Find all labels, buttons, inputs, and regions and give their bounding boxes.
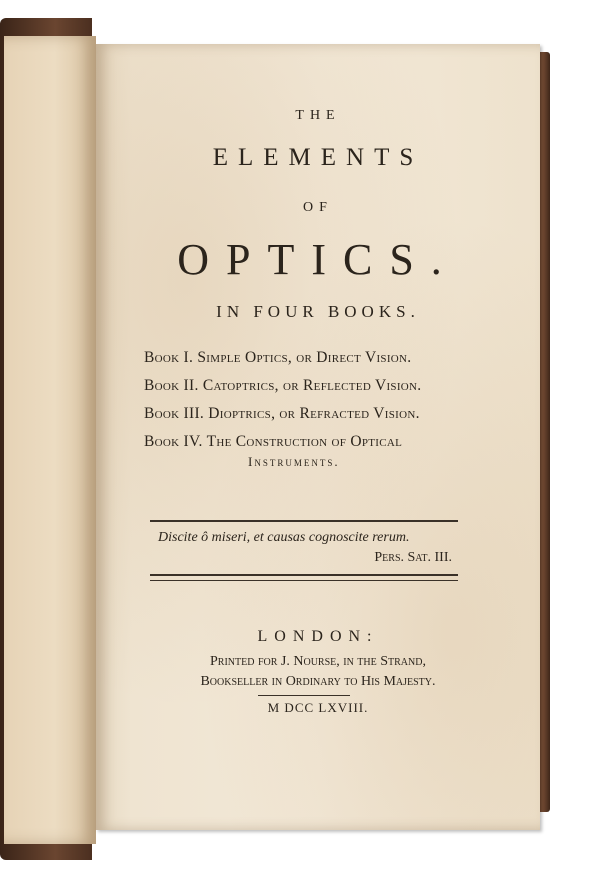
title-elements: ELEMENTS <box>212 144 424 171</box>
title-page <box>96 44 540 830</box>
short-rule <box>258 695 350 696</box>
title-optics: OPTICS. <box>177 235 459 284</box>
title-of: OF <box>303 200 333 215</box>
epigraph-source: Pers. Sat. III. <box>374 550 452 565</box>
contents-book-3: Book III. Dioptrics, or Refracted Vision. <box>144 405 420 422</box>
contents-book-1: Book I. Simple Optics, or Direct Vision. <box>144 349 412 366</box>
contents-book-2: Book II. Catoptrics, or Reflected Vision. <box>144 377 422 394</box>
left-page <box>4 36 96 844</box>
divider-rule <box>150 520 458 522</box>
double-rule-top <box>150 574 458 576</box>
subtitle-four-books: IN FOUR BOOKS. <box>216 302 420 321</box>
epigraph: Discite ô miseri, et causas cognoscite rerum. <box>158 530 410 545</box>
imprint-city: LONDON: <box>257 628 379 645</box>
contents-book-4: Book IV. The Construction of Optical <box>144 433 403 450</box>
title-the: THE <box>295 108 341 123</box>
imprint-bookseller: Bookseller in Ordinary to His Majesty. <box>200 674 436 689</box>
imprint-printer: Printed for J. Nourse, in the Strand, <box>210 654 426 669</box>
imprint-date: M DCC LXVIII. <box>267 700 369 715</box>
contents-book-4-continued: Instruments. <box>248 454 340 469</box>
double-rule-bottom <box>150 580 458 581</box>
